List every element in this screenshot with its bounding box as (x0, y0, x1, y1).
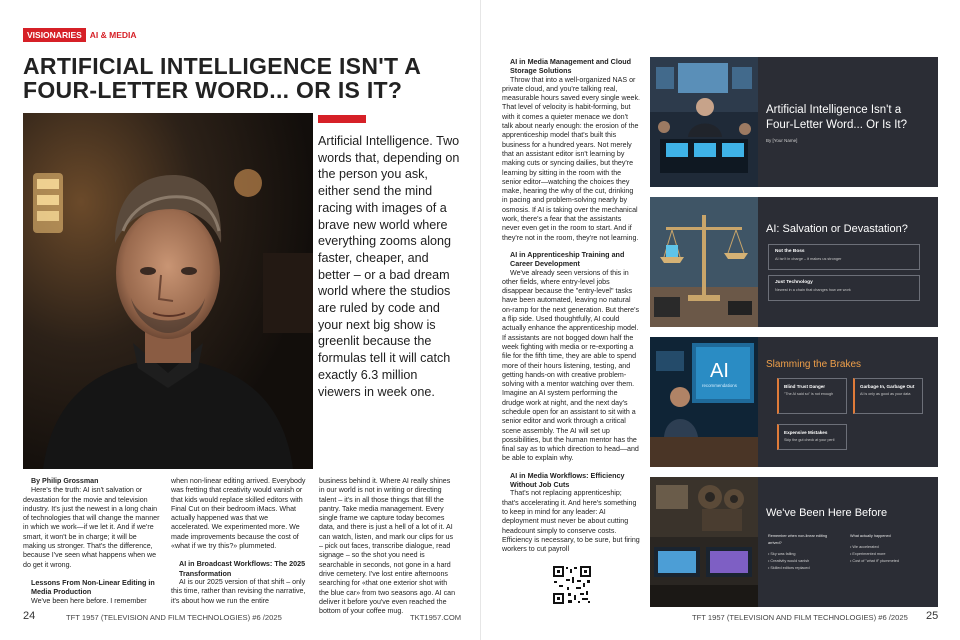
page-number-left: 24 (23, 610, 36, 622)
folio-right: TFT 1957 (TELEVISION AND FILM TECHNOLOGIES) #6 /2025 (692, 613, 908, 622)
slide-card-text: Skip the gut check at your peril (784, 438, 835, 442)
subheading: AI in Apprenticeship Training and Career Development (510, 249, 625, 269)
lede-accent-bar (318, 115, 366, 123)
paragraph: Here's the truth: AI isn't salvation or devastation for the movie and television industry. It's just the newest in a long chain of technologies that will change the manner in which we work—if we let it. And if we're smart, it won't be in charge; it will be making us stronger. That's the difference, because I've seen what happens when we do get it wrong. (23, 486, 160, 569)
page-gutter (480, 0, 481, 640)
article-column-1 (23, 477, 160, 606)
slide-card-text: Newest in a chain that changes how we work (775, 288, 851, 292)
slide-byline: By [Your Name] (766, 138, 798, 143)
slide-card-heading: Blind Trust Danger (784, 384, 826, 389)
byline: By Philip Grossman (31, 477, 99, 485)
article-headline (23, 54, 423, 102)
paragraph: We've already seen versions of this in other fields, where entry-level jobs disappear because the "entry-level" tasks have been automated, leaving no natural on-ramp for the next generation. But there's a flip side. Used thoughtfully, AI could actually enhance the apprenticeship model. If assistants are not bogged down half the week fighting with media or re-exporting a file for the fifth time, they are able to spend more of their hours listening, testing, and getting hands-on with creative problem-solving with a mentor watching over them. Imagine an AI system performing the drudge work at night, and the next day's schedule open for an assistant to sit with a senior editor and work through a critical scene assembly. The AI will set up possibilities, but the human mentor has the final say as to which direction to head—and be able to explain why. (502, 268, 640, 463)
paragraph: Throw that into a well-organized NAS or private cloud, and you're talking real, measurable hours saved every single week. That level of velocity is habit-forming, but with it comes a quieter menace we don't talk about nearly enough: the erosion of the apprenticeship model that's built this business for a hundred years. Not merely that an assistant editor isn't learning by making cuts or syncing dailies, but they're learning by sitting in the room with the senior editor—watching the choices they make, hearing the why of the cut, drinking in pacing and problem-solving nearly by osmosis. If AI is taking over the mechanical work, there's a fear that the assistants never even get in the room to start. And if they're not in the room, they're not learning. (502, 75, 641, 242)
author-portrait-photo (23, 113, 313, 469)
slide-title: We've Been Here Before (766, 507, 888, 519)
scales-illustration (650, 197, 758, 327)
slide-list-after (850, 533, 928, 565)
article-column-4 (502, 57, 640, 554)
headline-line-1: ARTIFICIAL INTELLIGENCE ISN'T A (23, 53, 422, 79)
slide-card (768, 275, 920, 301)
article-column-3 (319, 477, 456, 616)
headline-line-2: FOUR-LETTER WORD... OR IS IT? (23, 77, 403, 103)
screen-ai-text: AI (710, 360, 729, 382)
slide-list-before (768, 533, 838, 572)
list-item: • Cost of "what if" plummeted (850, 559, 899, 563)
slide-card (768, 244, 920, 270)
slide-card (777, 424, 847, 450)
section-label: VISIONARIES (23, 28, 86, 42)
ai-screen-illustration (650, 337, 758, 467)
slide-card-heading: Just Technology (775, 280, 813, 285)
list-item: • We accelerated (850, 545, 879, 549)
slide-card (777, 378, 847, 414)
qr-code (552, 565, 592, 605)
slide-thumbnail-4 (650, 477, 938, 607)
paragraph: We've been here before. I remember (31, 596, 147, 605)
subheading: AI in Broadcast Workflows: The 2025 Transformation (179, 559, 306, 578)
paragraph: That's not replacing apprenticeship; that's accelerating it. And here's something to keep in mind for any leader: AI deployment must never be about cutting headcount simply to conserve costs. Efficiency is necessary, to be sure, but firing workers to cut payroll (502, 489, 640, 554)
slide-card-text: AI is only as good as your data (860, 392, 911, 396)
newsroom-illustration (650, 57, 758, 187)
page-number-right: 25 (926, 610, 939, 622)
slide-card-heading: Expensive Mistakes (784, 430, 828, 435)
slide-thumbnail-2 (650, 197, 938, 327)
slide-card-text: AI isn't in charge – it makes us stronger (775, 257, 842, 261)
slide-card-heading: Not the Boss (775, 249, 805, 254)
slide-title: Slamming the Brakes (766, 359, 862, 370)
subheading: AI in Media Management and Cloud Storage Solutions (510, 57, 631, 76)
paragraph: AI is our 2025 version of that shift – only this time, rather than revising the narrative, it's about how we run the entire (171, 577, 306, 605)
lede-paragraph: Artificial Intelligence. Two words that, depending on the person you ask, either send the mind racing with images of a brave new world where everything zooms along faster, cheaper, and better – or a bad dream world where the studios are ruled by code and your next big show is greenlit because the formulas tell it will catch exactly 6.3 million viewers in week one. (318, 134, 460, 399)
folio-left: TFT 1957 (TELEVISION AND FILM TECHNOLOGIES) #6 /2025 (66, 613, 282, 622)
folio-website: TKT1957.COM (410, 613, 462, 622)
slide-card-text: "The AI said so" is not enough (784, 392, 834, 396)
slide-card (853, 378, 923, 414)
list-item: • Sky was falling (768, 552, 796, 556)
article-column-2 (171, 477, 308, 606)
subheading: AI in Media Workflows: Efficiency Without Job Cuts (510, 470, 625, 490)
section-tag (23, 28, 141, 42)
list-item: • Skilled editors replaced (768, 566, 810, 570)
list-heading: Remember when non-linear editing arrived? (768, 534, 828, 545)
list-item: • Creativity would vanish (768, 559, 810, 563)
subsection-label: AI & MEDIA (89, 30, 137, 40)
slide-title: AI: Salvation or Devastation? (766, 223, 908, 235)
list-heading: What actually happened (850, 534, 891, 538)
subheading: Lessons From Non-Linear Editing in Media Production (31, 577, 155, 597)
slide-thumbnail-3 (650, 337, 938, 467)
screen-recommendations-text: recommendations (702, 383, 737, 388)
film-projector-illustration (650, 477, 758, 607)
list-item: • Experimented more (850, 552, 886, 556)
paragraph: when non-linear editing arrived. Everybody was fretting that creativity would vanish or that kids would replace skilled editors with Final Cut on their bedroom iMacs. What actually happened was that we accelerated. We experimented more. We made improvements because the cost of «what if we try this?» plummeted. (171, 477, 306, 551)
paragraph: business behind it. Where AI really shines in our world is not in writing or directing talent – it's in all those things that fill the pantry. Take media management. Every single frame we capture today becomes data, and there is just a hell of a lot of it. AI can watch, listen, and mark our clips for us – pick out faces, transcribe dialogue, read signage – so the shot you need is searchable in seconds, not gone in a hard drive cemetery. I've lost entire afternoons searching for «that one exterior shot with the blue car» from two seasons ago. AI can deliver it before you've even reached the bottom of your coffee mug. (319, 477, 456, 616)
slide-title: Artificial Intelligence Isn't a Four-Letter Word... Or Is It? (766, 104, 908, 131)
slide-thumbnail-1 (650, 57, 938, 187)
slide-card-heading: Garbage In, Garbage Out (860, 384, 915, 389)
